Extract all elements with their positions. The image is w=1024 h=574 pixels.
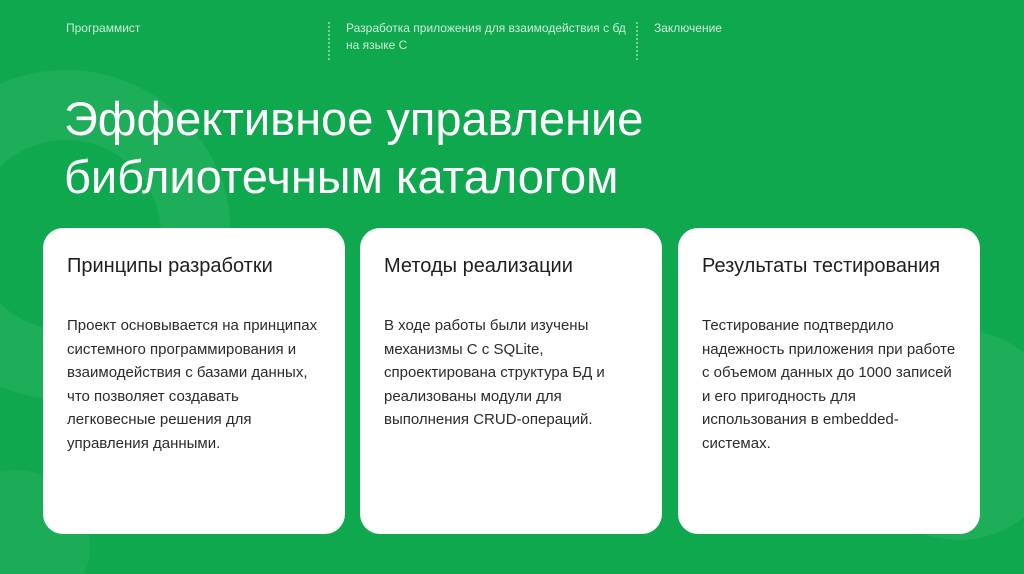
card-testing-results: [678, 228, 980, 534]
slide-title: Эффективное управление библиотечным каталогом: [64, 92, 644, 203]
card-text: В ходе работы были изучены механизмы C с SQLite, спроектирована структура БД и реализованы модули для выполнения CRUD-операций.: [384, 317, 605, 428]
card-title: Методы реализации: [384, 255, 573, 277]
nav-divider: [636, 22, 638, 60]
card-development-principles: [43, 228, 345, 534]
nav-item-programmer[interactable]: Программист: [66, 21, 141, 35]
card-title: Принципы разработки: [67, 255, 273, 277]
top-navigation: [0, 18, 1024, 62]
card-title: Результаты тестирования: [702, 255, 941, 277]
nav-item-conclusion[interactable]: Заключение: [654, 21, 722, 35]
card-implementation-methods: [360, 228, 662, 534]
nav-item-app-development[interactable]: Разработка приложения для взаимодействия с бд на языке С: [346, 21, 626, 52]
nav-divider: [328, 22, 330, 60]
card-text: Тестирование подтвердило надежность приложения при работе с объемом данных до 1000 записей и его пригодность для использования в embedded-системах.: [702, 317, 956, 452]
card-text: Проект основывается на принципах системного программирования и взаимодействия с базами данных, что позволяет создавать легковесные решения для управления данными.: [67, 317, 318, 452]
